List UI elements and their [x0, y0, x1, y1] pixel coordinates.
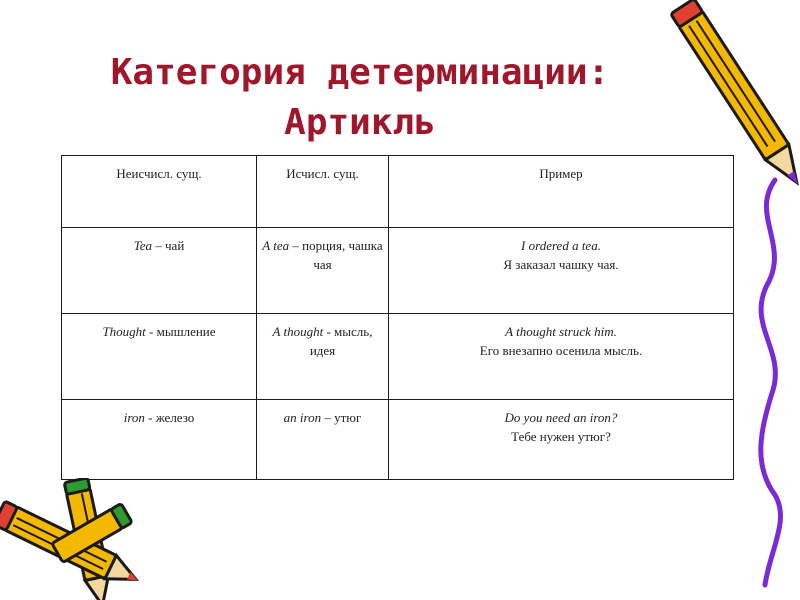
slide-title — [40, 48, 680, 148]
term-gloss: – порция, чашка чая — [289, 238, 383, 272]
slide-title-line1: Категория детерминации: — [110, 52, 610, 93]
cell-uncountable — [62, 228, 257, 314]
cell-countable — [257, 314, 389, 400]
table-row — [62, 228, 734, 314]
example-english: I ordered a tea. — [521, 238, 601, 253]
cell-countable — [257, 228, 389, 314]
slide-title-line2: Артикль — [284, 102, 436, 143]
term-gloss: - железо — [144, 410, 195, 425]
cell-example — [389, 314, 734, 400]
table-row — [62, 314, 734, 400]
term-italic: A thought — [272, 324, 324, 339]
term-gloss: - мышление — [145, 324, 216, 339]
crossed-pencils-icon — [0, 478, 170, 600]
cell-example — [389, 228, 734, 314]
pencil-icon — [660, 0, 800, 200]
example-russian: Его внезапно осенила мысль. — [479, 343, 643, 358]
purple-squiggle — [745, 175, 800, 595]
cell-uncountable — [62, 400, 257, 480]
cell-uncountable — [62, 314, 257, 400]
term-italic: iron — [123, 410, 145, 425]
article-table — [61, 155, 734, 480]
term-gloss: – утюг — [321, 410, 362, 425]
table-header-row — [62, 156, 734, 228]
term-gloss: – чай — [152, 238, 185, 253]
cell-countable — [257, 400, 389, 480]
example-english: Do you need an iron? — [504, 410, 618, 425]
header-example: Пример — [389, 156, 734, 228]
term-italic: Thought — [102, 324, 146, 339]
header-countable: Исчисл. сущ. — [257, 156, 389, 228]
term-gloss: - мысль, идея — [309, 324, 373, 358]
term-italic: an iron — [283, 410, 322, 425]
example-russian: Я заказал чашку чая. — [503, 257, 619, 272]
cell-example — [389, 400, 734, 480]
example-russian: Тебе нужен утюг? — [511, 429, 611, 444]
header-uncountable: Неисчисл. сущ. — [62, 156, 257, 228]
table-row — [62, 400, 734, 480]
term-italic: A tea — [262, 238, 290, 253]
term-italic: Tea — [133, 238, 153, 253]
example-english: A thought struck him. — [505, 324, 617, 339]
